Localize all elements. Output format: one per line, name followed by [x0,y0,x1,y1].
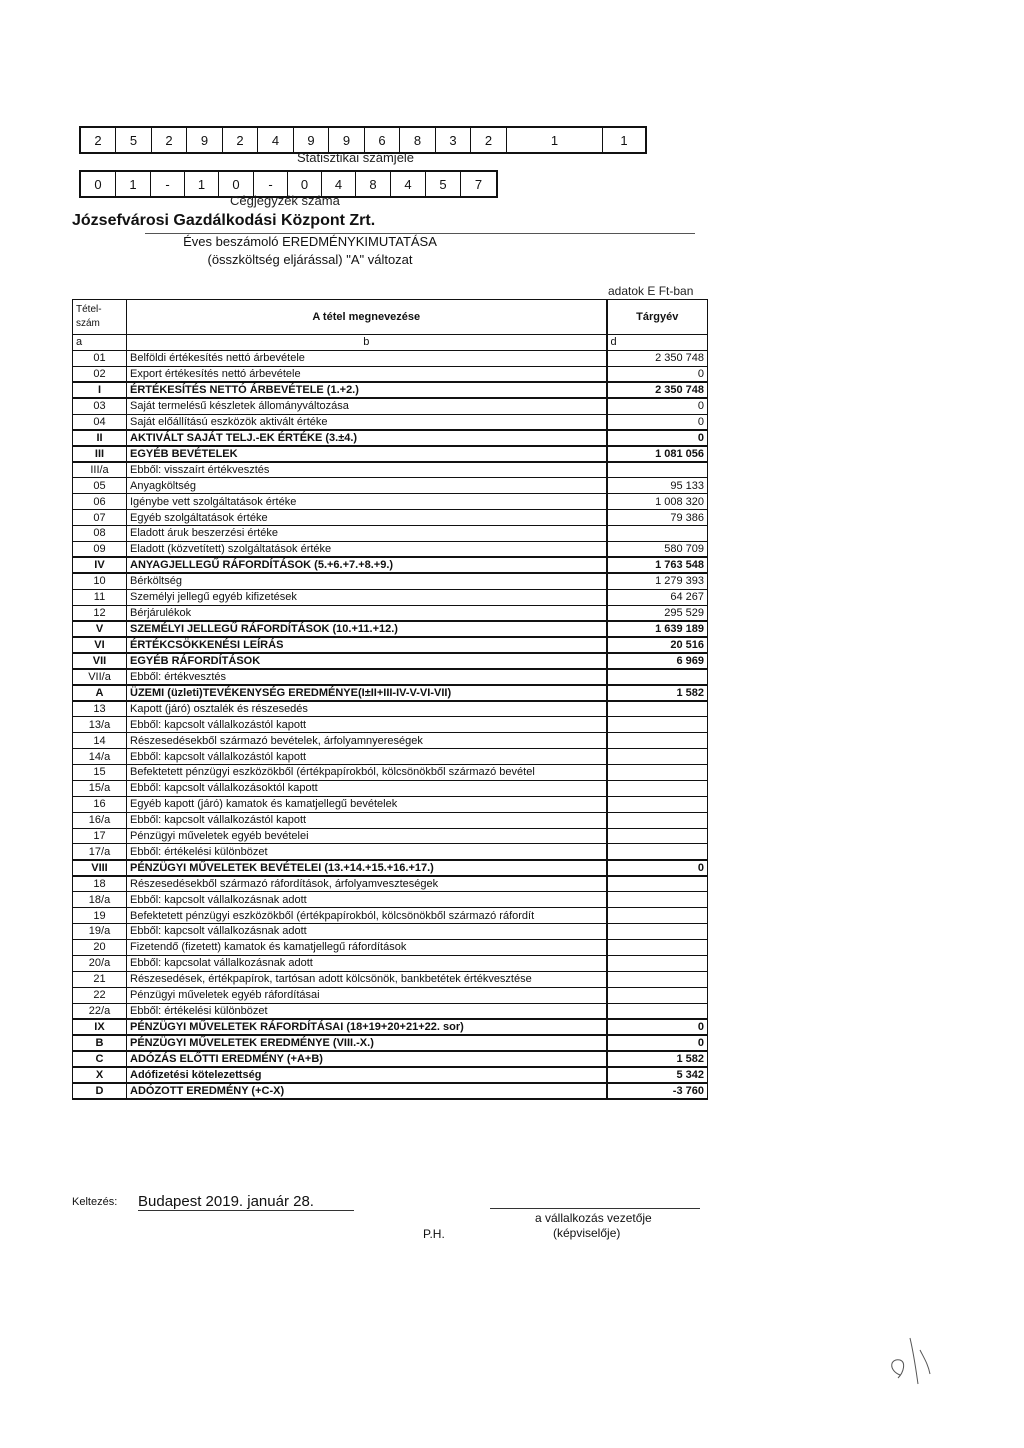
digit-box: 0 [288,172,322,196]
row-code: 18/a [73,892,127,908]
row-name: Egyéb kapott (járó) kamatok és kamatjellegű bevételek [127,796,607,812]
row-name: Export értékesítés nettó árbevétele [127,366,607,382]
table-row [73,780,708,796]
row-code: 21 [73,971,127,987]
row-value [607,526,708,542]
row-code: 08 [73,526,127,542]
signer-line2: (képviselője) [553,1226,621,1240]
table-row [73,589,708,605]
row-value [607,780,708,796]
table-row [73,446,708,462]
table-row [73,876,708,892]
table-row [73,971,708,987]
row-name: EGYÉB BEVÉTELEK [127,446,607,462]
row-code: VIII [73,860,127,876]
row-value [607,939,708,955]
digit-box: 3 [436,128,471,152]
row-code: 02 [73,366,127,382]
letter-code: a [73,335,127,351]
digit-box: 9 [329,128,365,152]
row-code: IV [73,557,127,573]
row-value [607,812,708,828]
row-code: 20 [73,939,127,955]
row-code: 15/a [73,780,127,796]
table-row [73,398,708,414]
row-code: 18 [73,876,127,892]
row-value [607,971,708,987]
ph-label: P.H. [423,1227,445,1241]
table-row [73,526,708,542]
row-code: VI [73,637,127,653]
row-code: D [73,1083,127,1099]
row-name: EGYÉB RÁFORDÍTÁSOK [127,653,607,669]
digit-box: 2 [81,128,116,152]
row-value: 0 [607,1035,708,1051]
digit-box: 1 [507,128,603,152]
digit-box: 5 [426,172,461,196]
handwritten-signature [880,1320,940,1390]
row-name: Egyéb szolgáltatások értéke [127,510,607,526]
row-value [607,733,708,749]
digit-box: 1 [620,132,628,148]
row-code: III [73,446,127,462]
letter-name: b [127,335,607,351]
date-value: Budapest 2019. január 28. [138,1193,354,1211]
row-value: 1 582 [607,685,708,701]
digit-box: 2 [223,128,258,152]
row-value: 0 [607,860,708,876]
row-value [607,987,708,1003]
letter-value: d [607,335,708,351]
row-name: ANYAGJELLEGŰ RÁFORDÍTÁSOK (5.+6.+7.+8.+9.) [127,557,607,573]
row-name: Befektetett pénzügyi eszközökből (értékpapírokból, kölcsönökből származó bevétel [127,765,607,781]
row-value [607,828,708,844]
row-value [607,876,708,892]
row-name: Ebből: kapcsolt vállalkozástól kapott [127,812,607,828]
row-value: 1 763 548 [607,557,708,573]
unit-note: adatok E Ft-ban [608,284,694,298]
digit-box: 5 [116,128,152,152]
table-row [73,701,708,717]
row-name: Ebből: visszaírt értékvesztés [127,462,607,478]
row-value [607,924,708,940]
row-name: Adófizetési kötelezettség [127,1067,607,1083]
row-value: 64 267 [607,589,708,605]
row-value: 0 [607,430,708,446]
row-code: B [73,1035,127,1051]
table-row [73,1019,708,1035]
table-header-row [73,300,708,335]
row-value [607,908,708,924]
row-value: 95 133 [607,478,708,494]
table-row [73,478,708,494]
row-code: 17 [73,828,127,844]
table-row [73,669,708,685]
row-name: AKTIVÁLT SAJÁT TELJ.-EK ÉRTÉKE (3.±4.) [127,430,607,446]
row-value: 1 081 056 [607,446,708,462]
row-code: 11 [73,589,127,605]
table-row [73,430,708,446]
row-code: III/a [73,462,127,478]
row-name: Ebből: értékelési különbözet [127,844,607,860]
row-code: II [73,430,127,446]
table-row [73,350,708,366]
row-name: Ebből: kapcsolt vállalkozástól kapott [127,749,607,765]
row-name: Pénzügyi műveletek egyéb bevételei [127,828,607,844]
row-value: 0 [607,366,708,382]
row-name: Részesedésekből származó bevételek, árfolyamnyereségek [127,733,607,749]
row-code: VII [73,653,127,669]
table-row [73,765,708,781]
digit-box: 8 [356,172,391,196]
table-row [73,796,708,812]
row-name: PÉNZÜGYI MŰVELETEK BEVÉTELEI (13.+14.+15.+16.+17.) [127,860,607,876]
row-value [607,1003,708,1019]
row-code: 10 [73,573,127,589]
row-code: 14/a [73,749,127,765]
row-value [607,796,708,812]
row-value [607,844,708,860]
date-label: Keltezés: [72,1196,118,1208]
row-name: Ebből: értékvesztés [127,669,607,685]
row-code: 06 [73,494,127,510]
row-code: 19/a [73,924,127,940]
table-row [73,1083,708,1099]
row-name: Igénybe vett szolgáltatások értéke [127,494,607,510]
table-row [73,939,708,955]
row-value: 0 [607,398,708,414]
row-value [607,955,708,971]
row-name: Ebből: kapcsolt vállalkozástól kapott [127,717,607,733]
row-name: Anyagköltség [127,478,607,494]
row-name: Ebből: kapcsolt vállalkozásoktól kapott [127,780,607,796]
row-name: Ebből: értékelési különbözet [127,1003,607,1019]
table-row [73,1051,708,1067]
table-row [73,1003,708,1019]
table-row [73,924,708,940]
row-name: Ebből: kapcsolat vállalkozásnak adott [127,955,607,971]
row-value [607,701,708,717]
row-code: 09 [73,541,127,557]
table-row [73,685,708,701]
digit-box: 1 [185,172,219,196]
table-letter-row [73,335,708,351]
row-value: 0 [607,414,708,430]
digit-box: 0 [81,172,116,196]
row-name: Részesedések, értékpapírok, tartósan adott kölcsönök, bankbetétek értékvesztése [127,971,607,987]
row-value [607,765,708,781]
row-code: X [73,1067,127,1083]
row-value: 5 342 [607,1067,708,1083]
row-value: 580 709 [607,541,708,557]
table-row [73,717,708,733]
row-name: ÉRTÉKCSÖKKENÉSI LEÍRÁS [127,637,607,653]
row-code: 15 [73,765,127,781]
row-name: Pénzügyi műveletek egyéb ráfordításai [127,987,607,1003]
registry-number-caption: Cégjegyzék száma [230,193,340,208]
table-row [73,621,708,637]
table-row [73,573,708,589]
row-value: 295 529 [607,605,708,621]
row-code: C [73,1051,127,1067]
row-name: SZEMÉLYI JELLEGŰ RÁFORDÍTÁSOK (10.+11.+12.) [127,621,607,637]
table-row [73,637,708,653]
row-value: 0 [607,1019,708,1035]
row-code: 22/a [73,1003,127,1019]
row-name: Ebből: kapcsolt vállalkozásnak adott [127,924,607,940]
row-value [607,669,708,685]
row-value: 2 350 748 [607,382,708,398]
row-name: Eladott (közvetített) szolgáltatások értéke [127,541,607,557]
row-value: 1 008 320 [607,494,708,510]
row-name: Fizetendő (fizetett) kamatok és kamatjellegű ráfordítások [127,939,607,955]
row-code: 13/a [73,717,127,733]
digit-box: - [151,172,185,196]
row-name: Ebből: kapcsolt vállalkozásnak adott [127,892,607,908]
digit-box: 4 [258,128,294,152]
row-name: Kapott (járó) osztalék és részesedés [127,701,607,717]
row-code: 16 [73,796,127,812]
table-row [73,605,708,621]
digit-box: 8 [400,128,436,152]
row-code: IX [73,1019,127,1035]
stat-number-caption: Statisztikai számjele [297,150,415,165]
company-name: Józsefvárosi Gazdálkodási Központ Zrt. [72,212,376,229]
digit-box: 4 [391,172,426,196]
report-subtitle: (összköltség eljárással) "A" változat [207,252,413,267]
row-name: PÉNZÜGYI MŰVELETEK RÁFORDÍTÁSAI (18+19+20+21+22. sor) [127,1019,607,1035]
row-code: 03 [73,398,127,414]
row-code: V [73,621,127,637]
row-value [607,462,708,478]
table-row [73,812,708,828]
row-value: 2 350 748 [607,350,708,366]
table-row [73,844,708,860]
row-name: Befektetett pénzügyi eszközökből (értékpapírokból, kölcsönökből származó ráfordít [127,908,607,924]
row-name: ÉRTÉKESÍTÉS NETTÓ ÁRBEVÉTELE (1.+2.) [127,382,607,398]
digit-box: 9 [187,128,223,152]
digit-box: 0 [219,172,254,196]
digit-box: 4 [322,172,356,196]
income-statement-table [72,299,708,1100]
row-value: 20 516 [607,637,708,653]
table-row [73,462,708,478]
row-code: 05 [73,478,127,494]
row-value: 1 639 189 [607,621,708,637]
row-code: 14 [73,733,127,749]
table-row [73,860,708,876]
digit-box: 7 [474,176,483,192]
row-value [607,717,708,733]
digit-box: 2 [471,128,507,152]
table-row [73,828,708,844]
row-name: Bérjárulékok [127,605,607,621]
digit-box: 9 [294,128,329,152]
row-name: Bérköltség [127,573,607,589]
table-row [73,541,708,557]
table-row [73,510,708,526]
row-code: 22 [73,987,127,1003]
row-code: 20/a [73,955,127,971]
digit-box: 1 [116,172,151,196]
row-name: Saját előállítású eszközök aktivált értéke [127,414,607,430]
digit-box: 2 [152,128,187,152]
row-name: ADÓZOTT EREDMÉNY (+C-X) [127,1083,607,1099]
report-title: Éves beszámoló EREDMÉNYKIMUTATÁSA [183,234,437,249]
row-value: 1 279 393 [607,573,708,589]
row-name: ÜZEMI (üzleti)TEVÉKENYSÉG EREDMÉNYE(I±II+III-IV-V-VI-VII) [127,685,607,701]
header-code: Tétel-szám [73,300,127,335]
digit-box: 6 [365,128,400,152]
row-name: Személyi jellegű egyéb kifizetések [127,589,607,605]
row-name: PÉNZÜGYI MŰVELETEK EREDMÉNYE (VIII.-X.) [127,1035,607,1051]
table-row [73,908,708,924]
row-code: 17/a [73,844,127,860]
table-row [73,987,708,1003]
row-code: VII/a [73,669,127,685]
row-code: A [73,685,127,701]
row-name: Belföldi értékesítés nettó árbevétele [127,350,607,366]
row-value: 79 386 [607,510,708,526]
row-name: Eladott áruk beszerzési értéke [127,526,607,542]
row-code: 01 [73,350,127,366]
row-code: 19 [73,908,127,924]
table-row [73,955,708,971]
table-row [73,414,708,430]
table-row [73,653,708,669]
row-code: 16/a [73,812,127,828]
table-body [73,350,708,1099]
signer-line1: a vállalkozás vezetője [535,1211,652,1225]
row-code: 13 [73,701,127,717]
digit-box: - [254,172,288,196]
table-row [73,749,708,765]
header-name: A tétel megnevezése [127,300,607,335]
signature-line [490,1208,700,1209]
table-row [73,733,708,749]
row-value: 1 582 [607,1051,708,1067]
table-row [73,1035,708,1051]
table-row [73,366,708,382]
table-row [73,382,708,398]
row-value [607,892,708,908]
row-name: Részesedésekből származó ráfordítások, árfolyamveszteségek [127,876,607,892]
row-code: 04 [73,414,127,430]
table-row [73,557,708,573]
row-value: -3 760 [607,1083,708,1099]
row-code: I [73,382,127,398]
table-row [73,1067,708,1083]
table-row [73,494,708,510]
row-name: Saját termelésű készletek állományváltozása [127,398,607,414]
row-code: 07 [73,510,127,526]
row-code: 12 [73,605,127,621]
table-row [73,892,708,908]
row-value [607,749,708,765]
row-name: ADÓZÁS ELŐTTI EREDMÉNY (+A+B) [127,1051,607,1067]
header-value: Tárgyév [607,300,708,335]
row-value: 6 969 [607,653,708,669]
